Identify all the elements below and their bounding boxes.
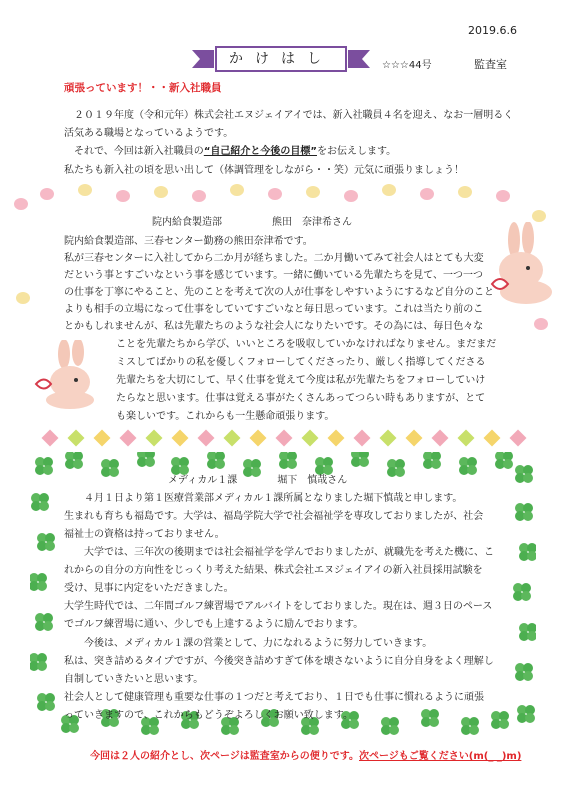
section2-line: 大学では、三年次の後期までは社会福祉学を学んでおりましたが、就職先を考えた機に、こ: [84, 547, 494, 558]
footer-note: [90, 747, 521, 762]
footer-text: 今回は２人の紹介とし、次ページは監査室からの便りです。: [90, 751, 359, 762]
department-name: 監査室: [474, 58, 507, 71]
intro-line-4: 私たちも新入社の頃を思い出して（体調管理をしながら・・笑）元気に頑張りましょう！: [64, 165, 464, 176]
section2-heading: メディカル１課 堀下 慎哉さん: [168, 475, 348, 486]
flower-border-top: [40, 184, 526, 206]
intro-emphasis: “自己紹介と今後の目標”: [203, 146, 317, 157]
section1-line: たらなと思います。仕事は覚える事がたくさんあってつらい時もありますが、とて: [116, 393, 486, 404]
section2-line: 生まれも育ちも福島です。大学は、福島学院大学で社会福祉学を専攻しておりましたが、社会: [64, 511, 484, 522]
headline: 頑張っています！・・新入社職員: [64, 82, 222, 94]
section1-line: よりも相手の立場になって仕事をしていてすごいなと毎日思っています。これは当たり前のこ: [64, 304, 484, 315]
section1-line: とかもしれませんが、私は先輩たちのような社会人になりたいです。その為には、毎日色々な: [64, 321, 484, 332]
section2-line: 自制していきたいと思います。: [64, 674, 204, 685]
rabbit-illustration-left: [34, 340, 106, 410]
newsletter-title: かけはし: [229, 51, 333, 67]
section2-line: でゴルフ練習場に通い、少しでも上達するように励んでおります。: [64, 619, 364, 630]
flower-decoration: [14, 198, 28, 210]
intro-line-1: ２０１９年度（令和元年）株式会社エヌジェイアイでは、新入社職員４名を迎え、なお一層明るく: [74, 110, 514, 121]
flower-decoration: [532, 210, 546, 222]
section1-heading: 院内給食製造部 熊田 奈津希さん: [152, 217, 352, 228]
section2-line: 大学生時代では、二年間ゴルフ練習場でアルバイトをしておりました。現在は、週３日のペース: [64, 601, 493, 612]
section1-line: だという事とすごいなという事を感じています。一緒に働いている先輩たちを見て、一つ一つ: [64, 270, 483, 281]
footer-next-page-link: 次ページもご覧ください(m(_ _)m): [359, 751, 522, 762]
intro-line-3: [74, 144, 396, 160]
section2-line: 今後は、メディカル１課の営業として、力になれるように努力していきます。: [84, 638, 433, 649]
section2-line: 受け、見事に内定をいただきました。: [64, 583, 234, 594]
issue-date: 2019.6.6: [468, 24, 517, 37]
section1-line: 先輩たちを大切にして、早く仕事を覚えて今度は私が先輩たちをフォローしていけ: [116, 375, 486, 386]
section2-line: れからの自分の方向性をじっくり考えた結果、株式会社エヌジェイアイの新入社員採用試験を: [64, 565, 483, 576]
intro-line-2: 活気ある職場となっているようです。: [64, 128, 234, 139]
section1-line: ミスしてばかりの私を優しくフォローしてくださったり、厳しく指導してくださる: [116, 357, 486, 368]
rabbit-illustration-right: [486, 222, 556, 306]
section2-line: っていきますので、これからもどうぞよろしくお願い致します。: [64, 710, 353, 721]
section1-line: 院内給食製造部、三春センター勤務の熊田奈津希です。: [64, 236, 313, 247]
flower-decoration: [16, 292, 30, 304]
section1-line: の仕事を丁寧にやること、先のことを考えて次の人が仕事をしやすいようにするなど自分のこと: [64, 287, 494, 298]
section2-line: 社会人として健康管理も重要な仕事の１つだと考えており、１日でも仕事に慣れるように頑張: [64, 692, 484, 703]
section1-line: 私が三春センターに入社してから二か月が経ちました。二か月働いてみて社会人はとても大変: [64, 253, 484, 264]
section2-line: 私は、突き詰めるタイプですが、今後突き詰めすぎて体を壊さないように自分自身をよく理解し: [64, 656, 494, 667]
section1-line: ことを先輩たちから学び、いいところを吸収していかなければなりません。まだまだ: [116, 339, 497, 350]
flower-decoration: [534, 318, 548, 330]
intro-line-3-start: それで、今回は新入社職員の: [74, 146, 204, 157]
section1-line: も楽しいです。これからも一生懸命頑張ります。: [116, 411, 335, 422]
section2-line: ４月１日より第１医療営業部メディカル１課所属となりました堀下慎哉と申します。: [84, 493, 463, 504]
section2-line: 福祉士の資格は持っておりません。: [64, 529, 225, 540]
diamond-border: [40, 430, 526, 448]
intro-line-3-end: をお伝えします。: [316, 146, 397, 157]
issue-number: ☆☆☆44号: [382, 60, 432, 71]
